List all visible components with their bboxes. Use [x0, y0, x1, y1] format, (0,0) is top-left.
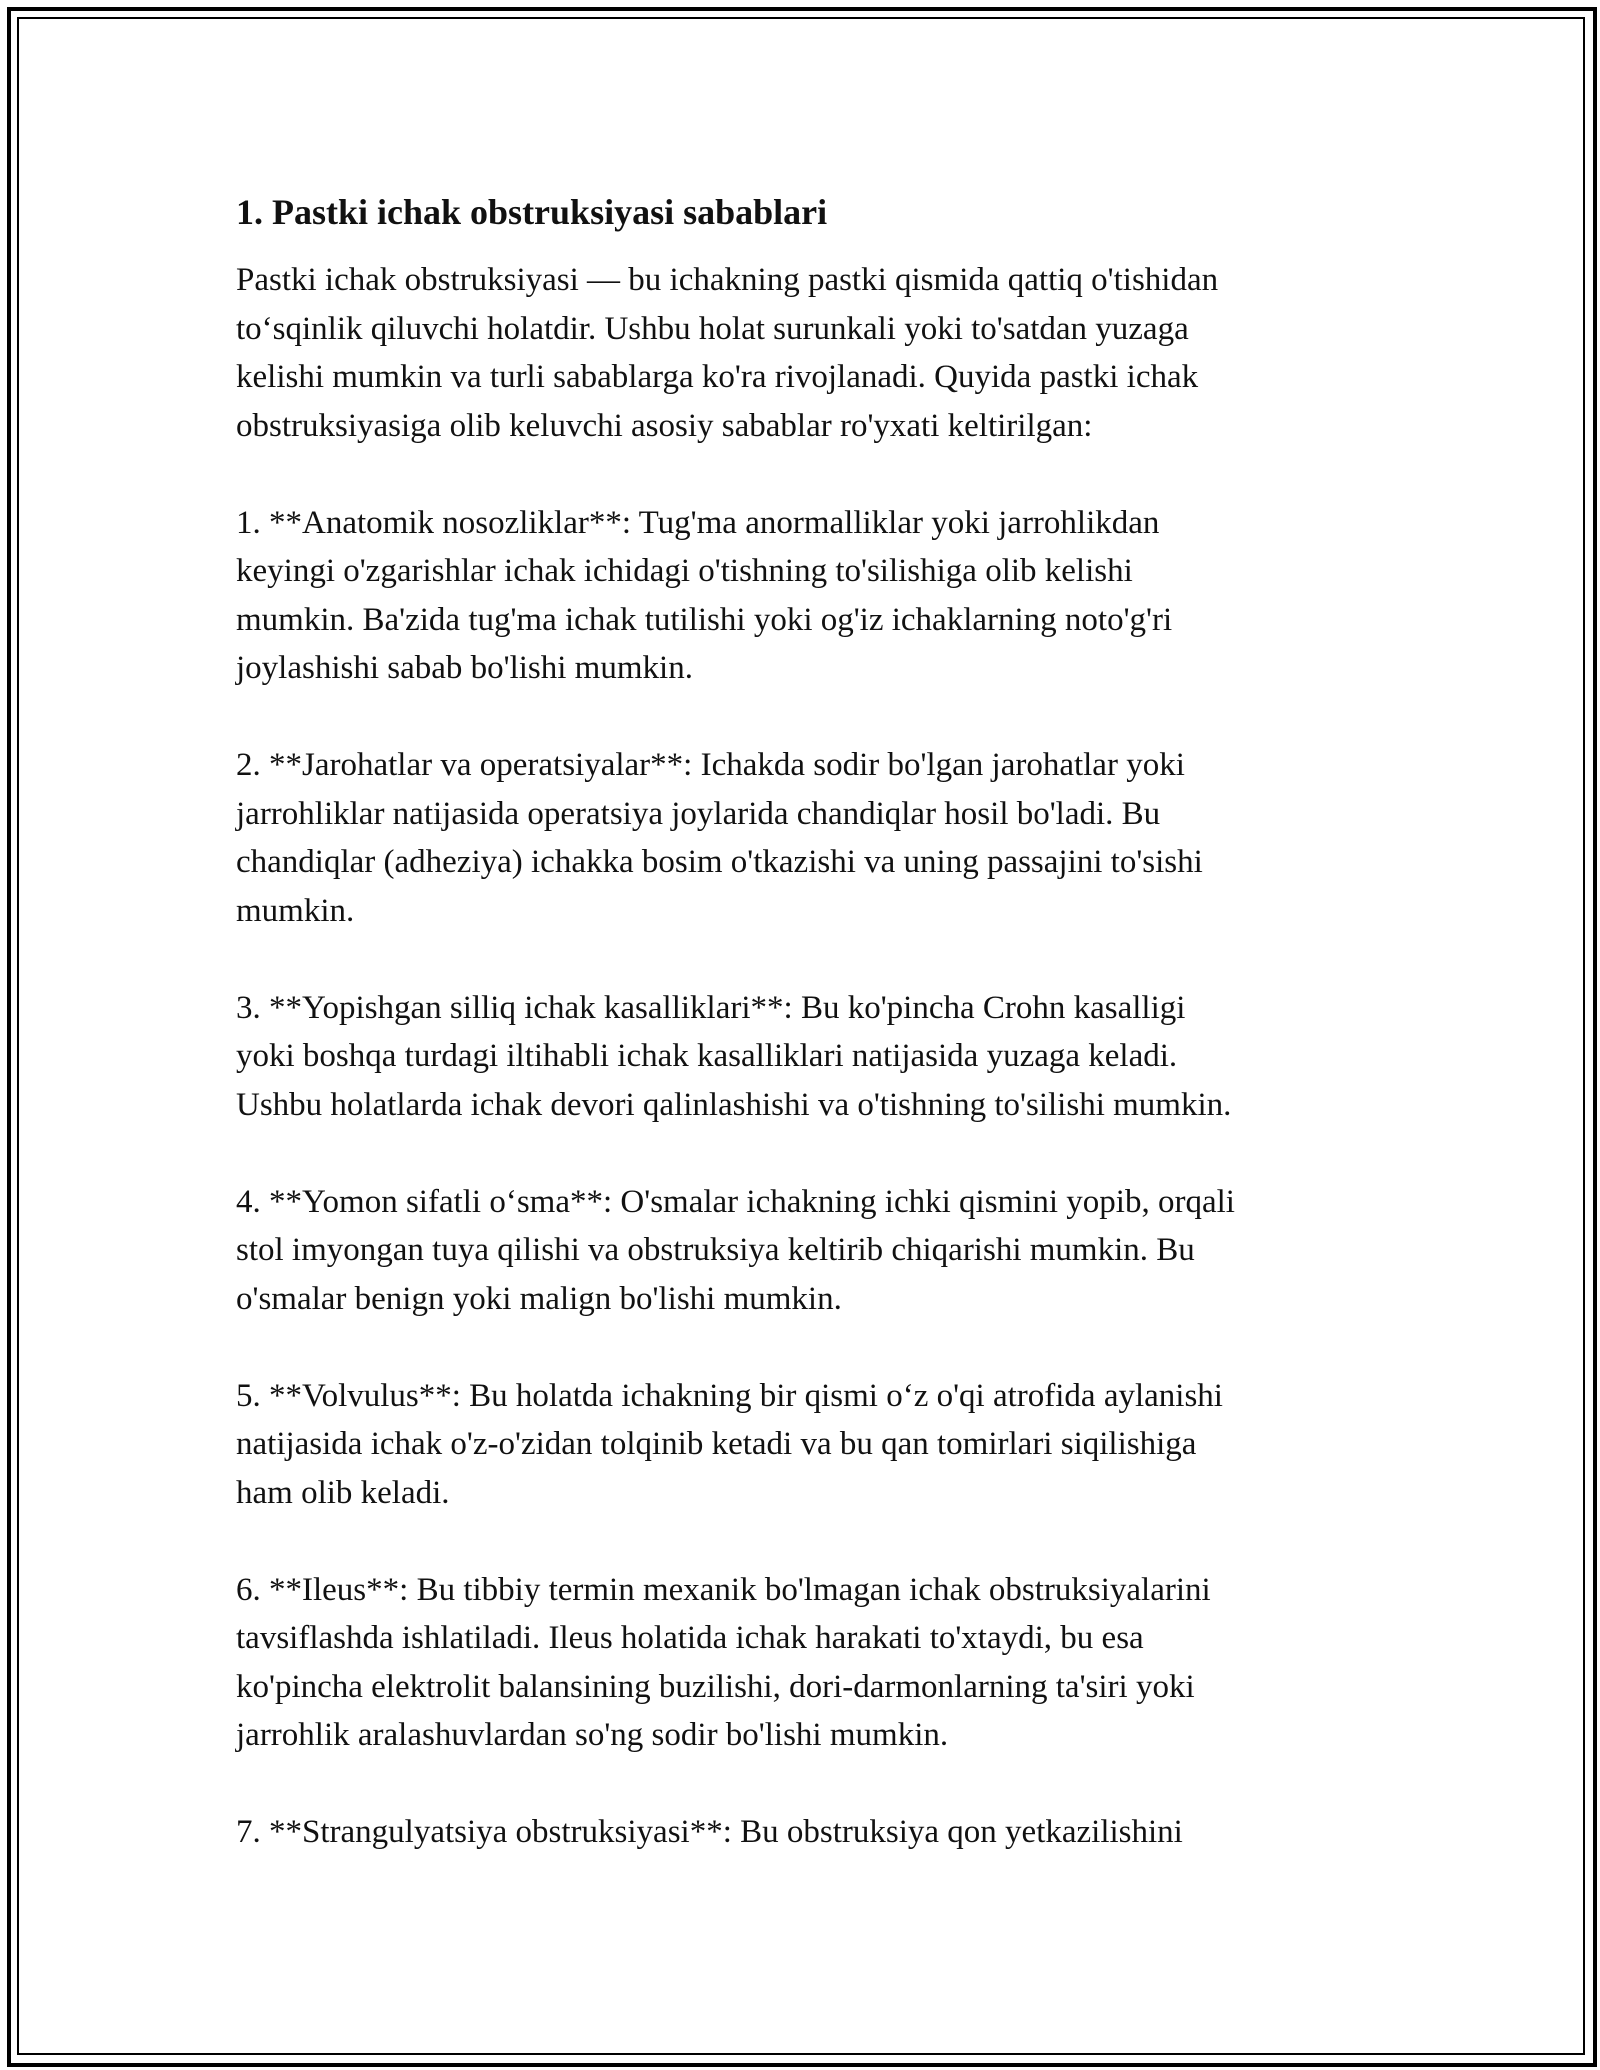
list-item-yopishgan: 3. **Yopishgan silliq ichak kasalliklari**: Bu ko'pincha Crohn kasalligi yoki boshqa turdagi iltihabli ichak kasalliklari natijasida yuzaga keladi. Ushbu holatlarda ichak devori qalinlashishi va o'tishning to'silishi mumkin.	[236, 989, 1232, 1123]
intro-paragraph: Pastki ichak obstruksiyasi — bu ichakning pastki qismida qattiq o'tishidan to‘sqinlik qiluvchi holatdir. Ushbu holat surunkali yoki to'satdan yuzaga kelishi mumkin va turli sabablarga ko'ra rivojlanadi. Quyida pastki ichak obstruksiyasiga olib keluvchi asosiy sabablar ro'yxati keltirilgan:	[236, 262, 1219, 444]
list-item-anatomik: 1. **Anatomik nosozliklar**: Tug'ma anormalliklar yoki jarrohlikdan keyingi o'zgarishlar ichak ichidagi o'tishning to'silishiga olib kelishi mumkin. Ba'zida tug'ma ichak tutilishi yoki og'iz ichaklarning noto'g'ri joylashishi sabab bo'lishi mumkin.	[236, 504, 1173, 686]
list-item-ileus: 6. **Ileus**: Bu tibbiy termin mexanik bo'lmagan ichak obstruksiyalarini tavsiflashda ishlatiladi. Ileus holatida ichak harakati to'xtaydi, bu esa ko'pincha elektrolit balansining buzilishi, dori-darmonlarning ta'siri yoki jarrohlik aralashuvlardan so'ng sodir bo'lishi mumkin.	[236, 1571, 1211, 1753]
list-item-volvulus: 5. **Volvulus**: Bu holatda ichakning bir qismi o‘z o'qi atrofida aylanishi natijasida ichak o'z-o'zidan tolqinib ketadi va bu qan tomirlari siqilishiga ham olib keladi.	[236, 1377, 1223, 1511]
section-heading: 1. Pastki ichak obstruksiyasi sabablari	[236, 192, 828, 232]
list-item-strangulyatsiya: 7. **Strangulyatsiya obstruksiyasi**: Bu obstruksiya qon yetkazilishini	[236, 1814, 1183, 1850]
list-item-osma: 4. **Yomon sifatli o‘sma**: O'smalar ichakning ichki qismini yopib, orqali stol imyongan tuya qilishi va obstruksiya keltirib chiqarishi mumkin. Bu o'smalar benign yoki malign bo'lishi mumkin.	[236, 1183, 1235, 1317]
document-body	[236, 188, 1386, 1905]
list-item-jarohatlar: 2. **Jarohatlar va operatsiyalar**: Ichakda sodir bo'lgan jarohatlar yoki jarrohliklar natijasida operatsiya joylarida chandiqlar hosil bo'ladi. Bu chandiqlar (adheziya) ichakka bosim o'tkazishi va uning passajini to'sishi mumkin.	[236, 747, 1203, 929]
